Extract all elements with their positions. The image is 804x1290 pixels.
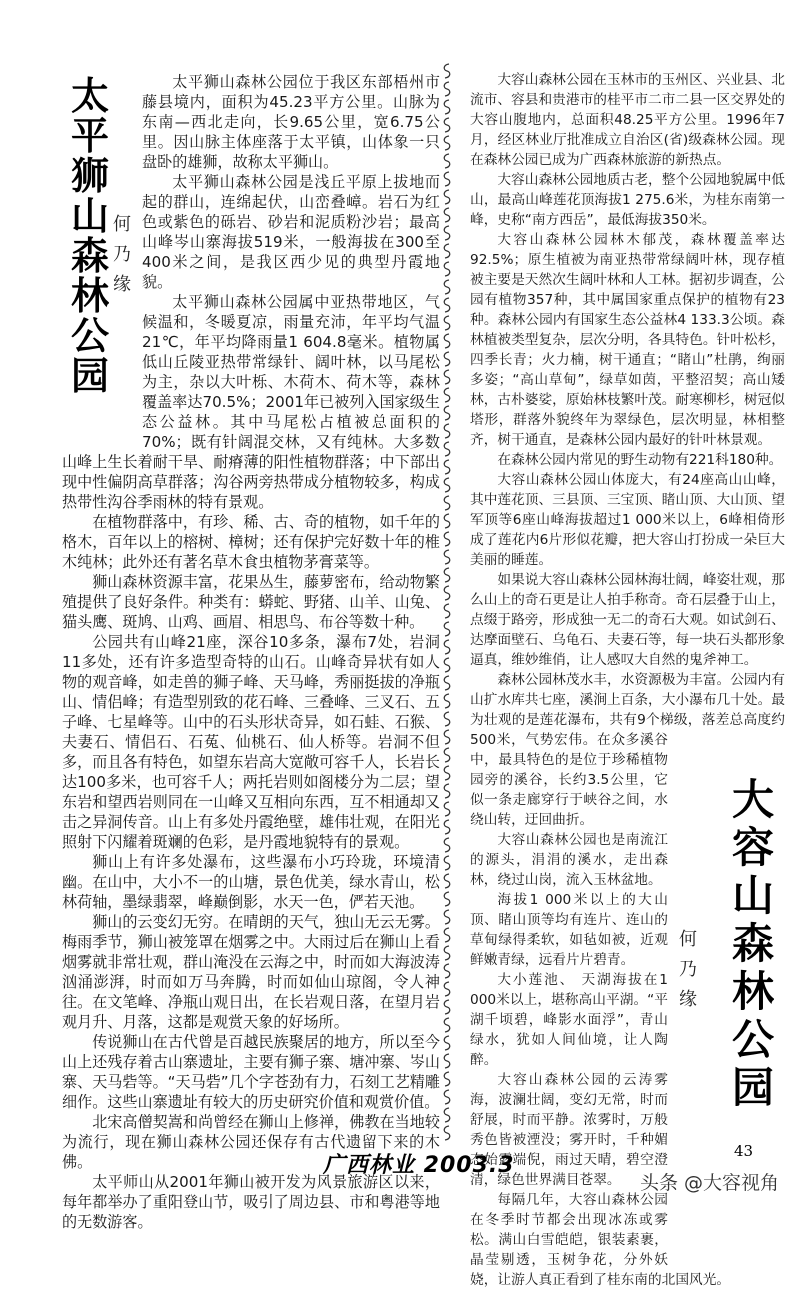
paragraph: 传说狮山在古代曾是百越民族聚居的地方，所以至今山上还残存着古山寨遗址，主要有狮子寨、塘冲寨、岑山寨、天马砦等。“天马砦”几个字苍劲有力，石刻工艺精雕细作。这些山寨遗址有较大的历史研究价值和观赏价值。 — [62, 1033, 440, 1111]
journal-footer: 广西林业 2003.3 — [323, 1153, 515, 1178]
title-char: 公 — [70, 313, 109, 358]
right-article-author — [676, 925, 700, 1015]
watermark: 头条 @大容视角 — [640, 1172, 780, 1194]
title-area-spacer — [62, 72, 142, 441]
right-article-title — [726, 776, 780, 1112]
paragraph: 如果说大容山森林公园林海壮阔，峰姿壮观，那么山上的奇石更是让人拍手称奇。奇石层叠于山上，点缀于路旁，形成独一无二的奇石大观。如试剑石、达摩面壁石、乌龟石、夫妻石等，每一块石头都形象逼真，维妙维俏，让人感叹大自然的鬼斧神工。 — [470, 572, 785, 668]
paragraph: 太平狮山森林公园位于我区东部梧州市藤县境内，面积为45.23平方公里。山脉为东南—西北走向，长9.65公里，宽6.75公里。因山脉主体座落于太平镇，山体象一只盘卧的雄狮，故称太平狮山。 — [142, 73, 440, 171]
title-char: 容 — [731, 823, 774, 872]
paragraph: 大容山森林公园山体庞大，有24座高山山峰，其中莲花顶、三县顶、三宝顶、睹山顶、大山顶、望军顶等6座山峰海拔超过1 000米以上，6峰相倚形成了莲花内6片形似花瓣，把大容山打扮成一朵巨大美丽的睡莲。 — [470, 472, 785, 568]
paragraph: 狮山上有许多处瀑布，这些瀑布小巧玲珑，环境清幽。在山中，大小不一的山塘，景色优美，绿水青山，松林荷轴，墨绿翡翠，峰巅倒影，水天一色，俨若天池。 — [62, 853, 440, 911]
author-char: 何 — [679, 929, 697, 950]
paragraph: 大容山森林公园的云涛雾海，波澜壮阔，变幻无常，时而舒展，时而平静。浓雾时，万般秀色皆被湮没；雾开时，千种媚态始露端倪，雨过天晴，碧空澄清，绿色世界满目苍翠。 — [470, 1072, 668, 1188]
paragraph: 森林公园林茂水丰，水资源极为丰富。公园内有山扩水库共七座，溪涧上百条，大小瀑布几十处。最为壮观的是莲花瀑布，共有9个梯级，落差总高度约500米，气势宏伟。在众多溪谷中，最具特色的是位于珍稀植物园旁的溪谷，长约3.5公里，它似一条走廊穿行于峡谷之间，水绕山转，迂回曲折。 — [470, 672, 785, 828]
paragraph: 狮山的云变幻无穷。在晴朗的天气，独山无云无雾。梅雨季节，狮山被笼罩在烟雾之中。大雨过后在狮山上看烟雾就非常壮观，群山淹没在云海之中，时而如大海波涛汹涌澎湃，时而如万马奔腾，时而如仙山琼阁，令人神往。在文笔峰、净瓶山观日出，在长岩观日落，在望月岩观月升、月落，这都是观赏天象的好场所。 — [62, 913, 440, 1031]
left-article-body — [62, 72, 440, 1232]
paragraph: 太平狮山森林公园属中亚热带地区，气候温和，冬暖夏凉，雨量充沛，年平均气温21℃，年平均降雨量1 604.8毫米。植物属低山丘陵亚热带常绿针、阔叶林，以马尾松为主，杂以大叶栎、木荷木、荷木等，森林覆盖率达70.5%；2001年已被列入国家级生态公益林。其中马尾松占植被总面积的70%；既有针阔混交林，又有纯林。大多数山峰上生长着耐干旱、耐瘠薄的阳性植物群落；中下部出现中性偏阴高草群落；沟谷两旁热带成分植物较多，构成热带性沟谷季雨林的特有景观。 — [62, 293, 440, 511]
decorative-column-divider — [440, 62, 454, 1142]
paragraph: 大容山森林公园也是南流江的源头，涓涓的溪水，走出森林，绕过山岗，流入玉林盆地。 — [470, 832, 668, 888]
paragraph: 狮山森林资源丰富，花果丛生，藤萝密布，给动物繁殖提供了良好条件。种类有：蟒蛇、野猪、山羊、山兔、猫头鹰、斑鸠、山鸡、画眉、相思鸟、布谷等数十种。 — [62, 573, 440, 631]
title-char: 大 — [731, 775, 774, 824]
paragraph: 海拔1 000米以上的大山顶、睹山顶等均有连片、连山的草甸绿得柔软，如毡如被，近观鲜嫩青绿，远看片片碧青。 — [470, 892, 668, 968]
title-char: 太 — [70, 73, 109, 118]
author-char: 乃 — [113, 244, 131, 265]
title-char: 园 — [70, 353, 109, 398]
paragraph: 在森林公园内常见的野生动物有221科180种。 — [497, 452, 783, 468]
author-char: 缘 — [113, 274, 131, 295]
title-char: 平 — [70, 113, 109, 158]
title-char: 山 — [731, 871, 774, 920]
title-char: 林 — [70, 273, 109, 318]
paragraph: 公园共有山峰21座，深谷10多条，瀑布7处，岩洞11多处，还有许多造型奇特的山石。山峰奇异状有如人物的观音峰，如走兽的狮子峰、天马峰，秀丽挺拔的净瓶山、情侣峰；有造型别致的花石峰、三叠峰、三叉石、五子峰、七星峰等。山中的石头形状奇异，如石蛙、石猴、夫妻石、情侣石、石菟、仙桃石、仙人桥等。岩洞不但多，而且各有特色，如望东岩高大宽敞可容千人，长岩长达100多米，也可容千人；两托岩则如阁楼分为二层；望东岩和望西岩则同在一山峰又互相向东西，互不相通却又击之异洞传音。山上有多处丹霞绝壁，雄伟壮观，在阳光照射下闪耀着斑斓的色彩，是丹霞地貌特有的景观。 — [62, 633, 440, 851]
paragraph: 每隔几年，大容山森林公园在冬季时节都会出现冰冻或雾松。满山白雪皑皑，银装素裹，晶莹剔透，玉树争花，分外妖娆，让游人真正看到了桂东南的北国风光。 — [470, 1192, 731, 1288]
paragraph: 大容山森林公园林木郁茂，森林覆盖率达92.5%；原生植被为南亚热带常绿阔叶林，现存植被主要是天然次生阔叶林和人工林。据初步调查，公园有植物357种，其中属国家重点保护的植物有23种。森林公园内有国家生态公益林4 133.3公顷。森林植被类型复杂，层次分明，各具特色。针叶松杉，四季长青；火力楠，树干通直；“睹山”杜鹃，绚丽多姿；“高山草甸”，绿草如茵，平整沼契；高山矮林，古朴婆娑，原始林枝繁叶茂。耐寒柳杉，树冠似塔形，群落外貌终年为翠绿色，层次明显，林相整齐，树干通直，是森林公园内最好的针叶林景观。 — [470, 232, 785, 448]
author-char: 乃 — [679, 959, 697, 980]
paragraph: 太平狮山森林公园是浅丘平原上拔地而起的群山，连绵起伏，山峦叠嶂。岩石为红色或紫色的砾岩、砂岩和泥质粉沙岩；最高山峰岑山寨海拔519米，一般海拔在300至400米之间，是我区西少见的典型丹霞地貌。 — [142, 173, 440, 291]
paragraph: 太平师山从2001年狮山被开发为风景旅游区以来，每年都举办了重阳登山节，吸引了周边县、市和粤港等地的无数游客。 — [62, 1173, 440, 1231]
author-char: 何 — [113, 214, 131, 235]
title-char: 狮 — [70, 153, 109, 198]
paragraph: 在植物群落中，有珍、稀、古、奇的植物，如千年的格木，百年以上的榕树、樟树；还有保护完好数十年的椎木纯林；此外还有著名草木食虫植物茅膏菜等。 — [62, 513, 440, 571]
author-char: 缘 — [679, 989, 697, 1010]
title-char: 园 — [731, 1063, 774, 1112]
title-char: 山 — [70, 193, 109, 238]
paragraph: 北宋高僧契嵩和尚曾经在狮山上修禅，佛教在当地较为流行，现在狮山森林公园还保存有古代遗留下来的木佛。 — [62, 1113, 440, 1171]
page-number: 43 — [734, 1142, 754, 1160]
title-char: 林 — [731, 967, 774, 1016]
paragraph: 大容山森林公园地质古老，整个公园地貌属中低山，最高山峰莲花顶海拔1 275.6米，为桂东南第一峰，史称“南方西岳”，最低海拔350米。 — [470, 172, 785, 228]
title-char: 公 — [731, 1015, 774, 1064]
paragraph: 大容山森林公园在玉林市的玉州区、兴业县、北流市、容县和贵港市的桂平市二市二县一区交界处的大容山腹地内，总面积48.25平方公里。1996年7月，经区林业厅批准成立自治区(省)级森林公园。现在森林公园已成为广西森林旅游的新热点。 — [470, 72, 785, 168]
title-char: 森 — [70, 233, 109, 278]
paragraph: 大小莲池、 天湖海拔在1 000米以上，堪称高山平湖。“平湖千顷碧，峰影水面浮”，青山绿水，犹如人间仙境，让人陶醉。 — [470, 972, 668, 1068]
title-char: 森 — [731, 919, 774, 968]
